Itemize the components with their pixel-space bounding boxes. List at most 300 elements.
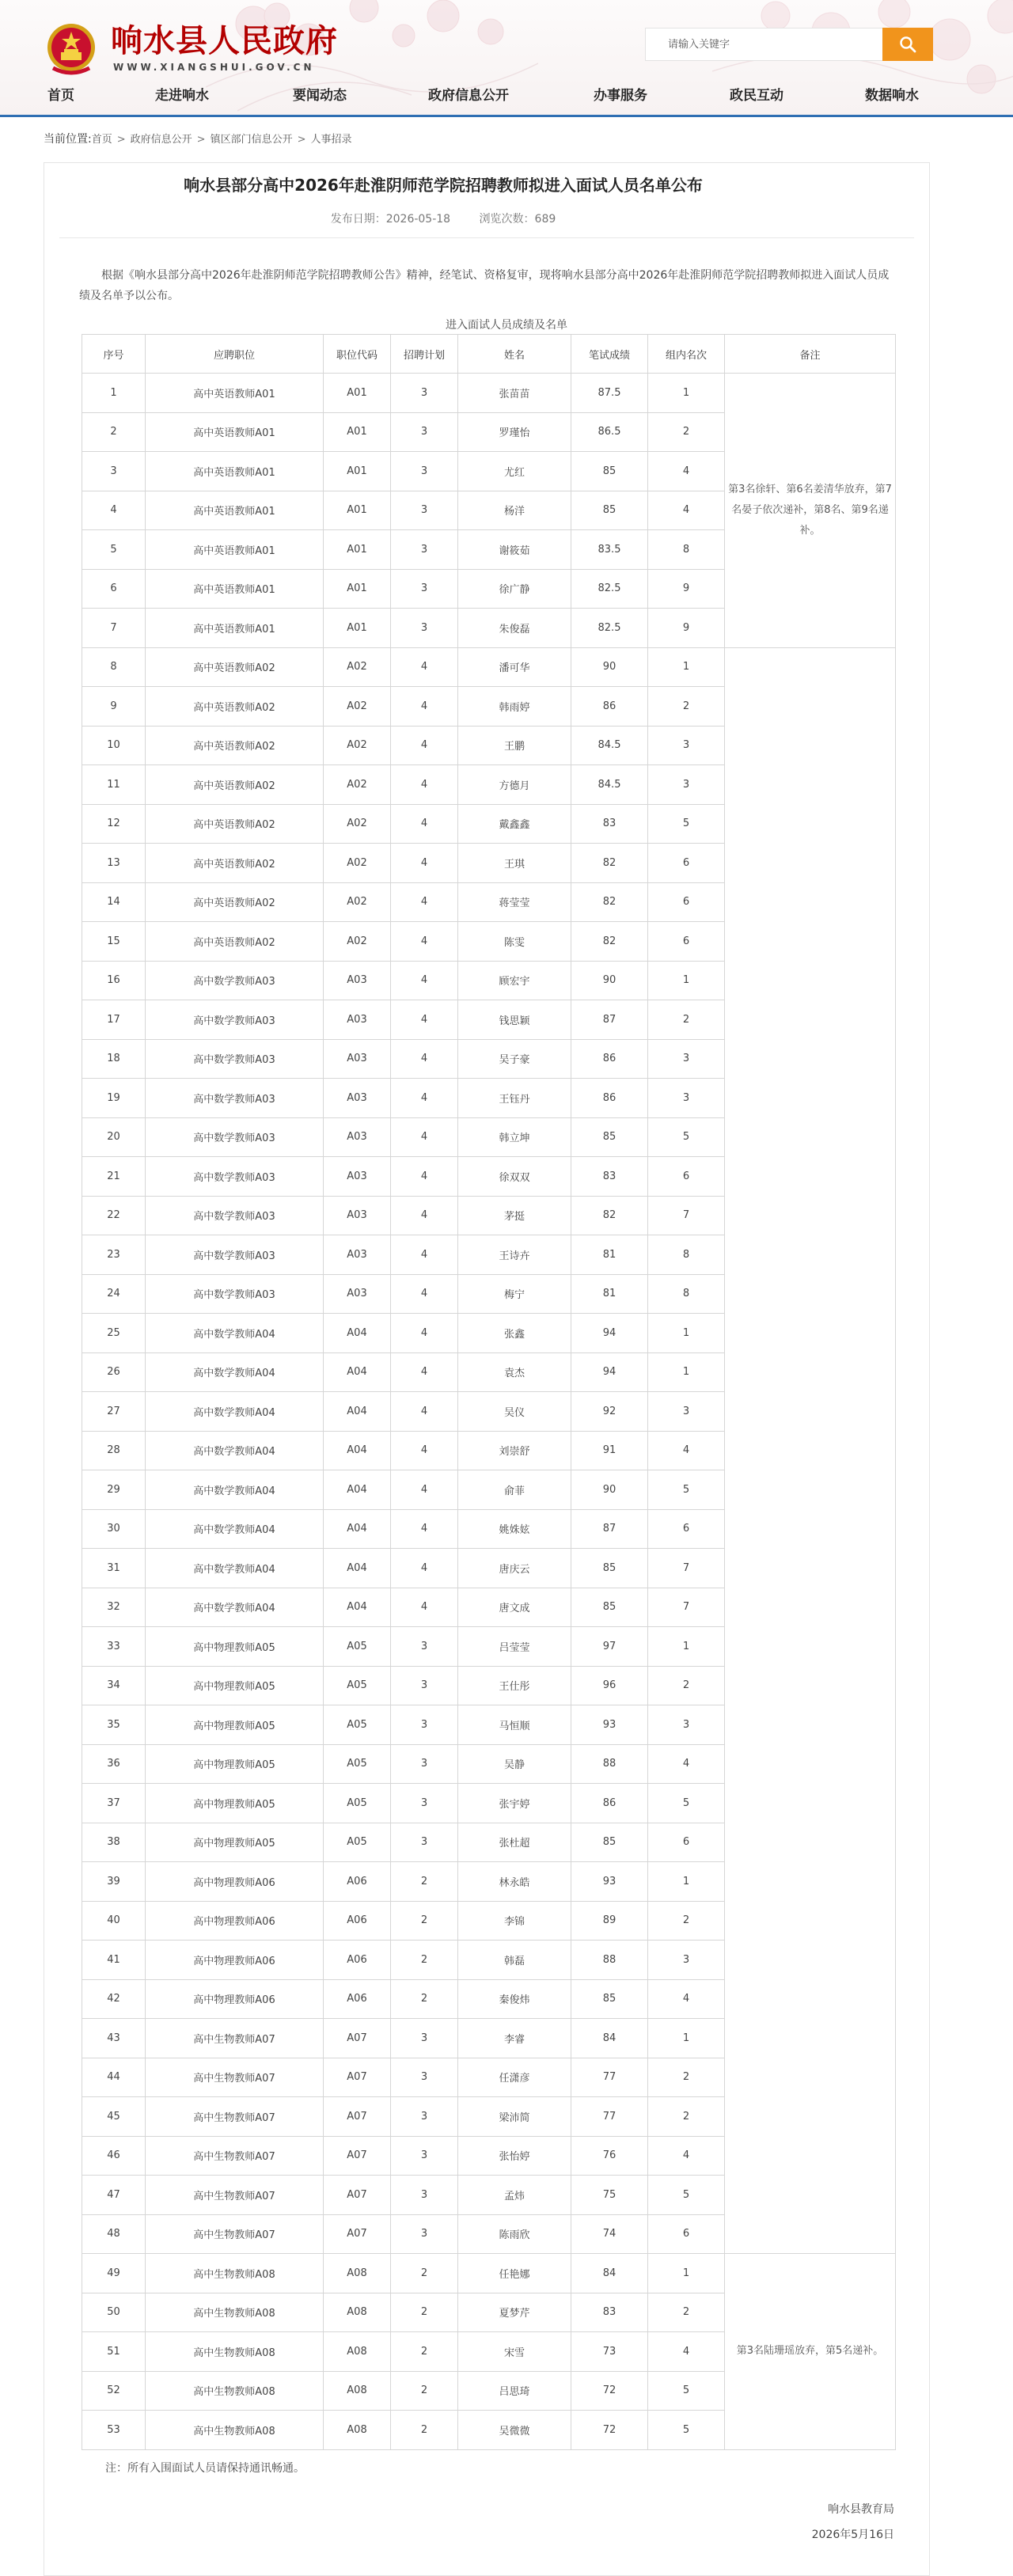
cell-index: 8: [82, 647, 146, 687]
cell-hiring-plan: 3: [391, 1823, 458, 1862]
cell-name: 吴静: [458, 1744, 571, 1784]
cell-group-rank: 1: [648, 1352, 725, 1392]
cell-group-rank: 4: [648, 452, 725, 491]
cell-group-rank: 5: [648, 1117, 725, 1157]
cell-index: 27: [82, 1392, 146, 1432]
cell-position-code: A02: [324, 687, 391, 727]
cell-hiring-plan: 4: [391, 804, 458, 844]
cell-position-code: A02: [324, 922, 391, 962]
table-caption: 进入面试人员成绩及名单: [446, 319, 567, 332]
cell-position-code: A04: [324, 1431, 391, 1470]
cell-name: 姚姝妶: [458, 1509, 571, 1549]
cell-position: 高中生物教师A07: [146, 2136, 324, 2176]
cell-group-rank: 4: [648, 2332, 725, 2372]
cell-name: 茅挺: [458, 1196, 571, 1235]
breadcrumb-home[interactable]: 首页: [91, 134, 112, 146]
cell-written-score: 82: [571, 844, 648, 883]
cell-index: 17: [82, 1000, 146, 1040]
cell-position: 高中英语教师A02: [146, 922, 324, 962]
cell-hiring-plan: 4: [391, 1157, 458, 1197]
cell-written-score: 82.5: [571, 569, 648, 609]
cell-position-code: A07: [324, 2214, 391, 2254]
cell-index: 22: [82, 1196, 146, 1235]
cell-name: 梁沛简: [458, 2097, 571, 2137]
cell-written-score: 76: [571, 2136, 648, 2176]
cell-position-code: A04: [324, 1392, 391, 1432]
cell-position-code: A02: [324, 726, 391, 765]
cell-name: 戴鑫鑫: [458, 804, 571, 844]
cell-hiring-plan: 4: [391, 1470, 458, 1510]
cell-written-score: 85: [571, 1588, 648, 1627]
cell-group-rank: 1: [648, 2019, 725, 2058]
cell-group-rank: 3: [648, 1079, 725, 1118]
cell-index: 16: [82, 961, 146, 1000]
cell-written-score: 72: [571, 2371, 648, 2411]
breadcrumb-separator: >: [297, 134, 306, 146]
cell-group-rank: 3: [648, 726, 725, 765]
cell-index: 40: [82, 1901, 146, 1941]
cell-position-code: A01: [324, 452, 391, 491]
cell-hiring-plan: 3: [391, 2214, 458, 2254]
cell-position: 高中数学教师A04: [146, 1470, 324, 1510]
cell-hiring-plan: 3: [391, 1784, 458, 1823]
cell-index: 9: [82, 687, 146, 727]
cell-group-rank: 8: [648, 1274, 725, 1314]
cell-position: 高中数学教师A03: [146, 1274, 324, 1314]
cell-written-score: 96: [571, 1666, 648, 1705]
cell-name: 徐广静: [458, 569, 571, 609]
cell-hiring-plan: 3: [391, 609, 458, 648]
cell-name: 唐文成: [458, 1588, 571, 1627]
cell-written-score: 73: [571, 2332, 648, 2372]
cell-position-code: A03: [324, 1235, 391, 1275]
cell-written-score: 83.5: [571, 530, 648, 570]
cell-position-code: A03: [324, 1196, 391, 1235]
cell-hiring-plan: 4: [391, 647, 458, 687]
cell-hiring-plan: 2: [391, 2411, 458, 2450]
cell-group-rank: 2: [648, 412, 725, 452]
cell-hiring-plan: 4: [391, 1509, 458, 1549]
cell-position: 高中英语教师A02: [146, 687, 324, 727]
cell-position-code: A05: [324, 1627, 391, 1667]
breadcrumb-personnel[interactable]: 人事招录: [310, 134, 352, 146]
cell-index: 44: [82, 2058, 146, 2097]
cell-index: 4: [82, 491, 146, 530]
cell-position: 高中物理教师A05: [146, 1705, 324, 1745]
cell-group-rank: 3: [648, 765, 725, 805]
cell-group-rank: 8: [648, 530, 725, 570]
cell-hiring-plan: 4: [391, 1117, 458, 1157]
cell-group-rank: 6: [648, 922, 725, 962]
header-hiring-plan: 招聘计划: [391, 335, 458, 374]
cell-written-score: 83: [571, 804, 648, 844]
cell-position-code: A03: [324, 961, 391, 1000]
cell-index: 37: [82, 1784, 146, 1823]
cell-position-code: A03: [324, 1274, 391, 1314]
cell-group-rank: 2: [648, 1901, 725, 1941]
cell-hiring-plan: 4: [391, 1235, 458, 1275]
cell-position: 高中英语教师A01: [146, 530, 324, 570]
cell-group-rank: 5: [648, 2176, 725, 2215]
cell-index: 14: [82, 882, 146, 922]
header-name: 姓名: [458, 335, 571, 374]
cell-hiring-plan: 4: [391, 726, 458, 765]
cell-position: 高中数学教师A04: [146, 1352, 324, 1392]
nav-item-about[interactable]: 走进响水: [155, 88, 209, 104]
cell-written-score: 94: [571, 1314, 648, 1353]
cell-name: 方德月: [458, 765, 571, 805]
cell-index: 41: [82, 1941, 146, 1980]
cell-name: 张苗苗: [458, 374, 571, 413]
cell-written-score: 87: [571, 1000, 648, 1040]
cell-name: 陈雨欣: [458, 2214, 571, 2254]
cell-name: 吕莹莹: [458, 1627, 571, 1667]
cell-position: 高中物理教师A06: [146, 1941, 324, 1980]
cell-group-rank: 5: [648, 2371, 725, 2411]
cell-name: 吴子豪: [458, 1039, 571, 1079]
cell-written-score: 86: [571, 687, 648, 727]
cell-position-code: A03: [324, 1000, 391, 1040]
cell-position-code: A07: [324, 2136, 391, 2176]
cell-name: 王诗卉: [458, 1235, 571, 1275]
cell-position-code: A05: [324, 1784, 391, 1823]
cell-position: 高中英语教师A01: [146, 412, 324, 452]
nav-item-home[interactable]: 首页: [47, 88, 74, 104]
cell-hiring-plan: 4: [391, 765, 458, 805]
cell-written-score: 86: [571, 1079, 648, 1118]
cell-index: 46: [82, 2136, 146, 2176]
results-table-body: [82, 374, 896, 2450]
cell-position: 高中数学教师A03: [146, 1196, 324, 1235]
cell-group-rank: 7: [648, 1196, 725, 1235]
breadcrumb-label: 当前位置:: [44, 133, 92, 146]
cell-written-score: 88: [571, 1941, 648, 1980]
cell-index: 21: [82, 1157, 146, 1197]
cell-written-score: 91: [571, 1431, 648, 1470]
cell-written-score: 90: [571, 1470, 648, 1510]
cell-index: 20: [82, 1117, 146, 1157]
cell-position-code: A07: [324, 2176, 391, 2215]
cell-written-score: 94: [571, 1352, 648, 1392]
table-row: [82, 374, 896, 413]
cell-index: 10: [82, 726, 146, 765]
cell-hiring-plan: 4: [391, 1314, 458, 1353]
cell-group-rank: 4: [648, 1431, 725, 1470]
cell-name: 张怡婷: [458, 2136, 571, 2176]
cell-group-rank: 5: [648, 1784, 725, 1823]
cell-written-score: 86: [571, 1784, 648, 1823]
cell-index: 26: [82, 1352, 146, 1392]
cell-position: 高中物理教师A06: [146, 1901, 324, 1941]
cell-written-score: 85: [571, 1549, 648, 1588]
cell-name: 钱思颖: [458, 1000, 571, 1040]
cell-index: 19: [82, 1079, 146, 1118]
cell-position-code: A04: [324, 1549, 391, 1588]
national-emblem-icon: [44, 21, 99, 78]
cell-position: 高中物理教师A06: [146, 1979, 324, 2019]
cell-written-score: 88: [571, 1744, 648, 1784]
cell-hiring-plan: 4: [391, 1039, 458, 1079]
cell-name: 林永皓: [458, 1862, 571, 1902]
cell-hiring-plan: 4: [391, 844, 458, 883]
cell-index: 12: [82, 804, 146, 844]
cell-position-code: A02: [324, 804, 391, 844]
site-title[interactable]: 响水县人民政府: [111, 22, 338, 59]
cell-hiring-plan: 4: [391, 1000, 458, 1040]
cell-position: 高中物理教师A05: [146, 1627, 324, 1667]
cell-group-rank: 9: [648, 609, 725, 648]
cell-position: 高中数学教师A04: [146, 1314, 324, 1353]
header-remarks: 备注: [725, 335, 896, 374]
view-count: 689: [534, 213, 556, 226]
cell-position: 高中数学教师A04: [146, 1431, 324, 1470]
cell-position: 高中物理教师A05: [146, 1666, 324, 1705]
article-meta: [0, 211, 886, 226]
cell-group-rank: 4: [648, 491, 725, 530]
cell-position-code: A04: [324, 1588, 391, 1627]
cell-name: 张鑫: [458, 1314, 571, 1353]
cell-name: 秦俊炜: [458, 1979, 571, 2019]
cell-written-score: 82: [571, 1196, 648, 1235]
cell-index: 36: [82, 1744, 146, 1784]
cell-position-code: A01: [324, 491, 391, 530]
cell-index: 24: [82, 1274, 146, 1314]
nav-item-news[interactable]: 要闻动态: [293, 88, 347, 104]
cell-name: 夏梦芹: [458, 2293, 571, 2332]
cell-hiring-plan: 3: [391, 1705, 458, 1745]
cell-name: 韩立坤: [458, 1117, 571, 1157]
cell-hiring-plan: 3: [391, 374, 458, 413]
cell-name: 孟炜: [458, 2176, 571, 2215]
cell-position-code: A08: [324, 2254, 391, 2293]
cell-group-rank: 2: [648, 2058, 725, 2097]
cell-group-rank: 2: [648, 2293, 725, 2332]
cell-name: 马恒顺: [458, 1705, 571, 1745]
cell-index: 11: [82, 765, 146, 805]
breadcrumb-info-disclosure[interactable]: 政府信息公开: [130, 134, 192, 146]
cell-name: 张宇婷: [458, 1784, 571, 1823]
cell-position: 高中生物教师A07: [146, 2214, 324, 2254]
cell-group-rank: 1: [648, 374, 725, 413]
cell-name: 刘崇舒: [458, 1431, 571, 1470]
cell-index: 18: [82, 1039, 146, 1079]
article-intro: 根据《响水县部分高中2026年赴淮阴师范学院招聘教师公告》精神，经笔试、资格复审，现将响水县部分高中2026年赴淮阴师范学院招聘教师拟进入面试人员成绩及名单予以公布。: [79, 269, 890, 302]
article-title: 响水县部分高中2026年赴淮阴师范学院招聘教师拟进入面试人员名单公布: [184, 176, 703, 195]
cell-hiring-plan: 4: [391, 1392, 458, 1432]
cell-group-rank: 2: [648, 2097, 725, 2137]
cell-hiring-plan: 3: [391, 1744, 458, 1784]
breadcrumb-dept-disclosure[interactable]: 镇区部门信息公开: [210, 134, 293, 146]
header-written-score: 笔试成绩: [571, 335, 648, 374]
cell-name: 王钰丹: [458, 1079, 571, 1118]
header-group-rank: 组内名次: [648, 335, 725, 374]
cell-position: 高中数学教师A03: [146, 1235, 324, 1275]
cell-index: 3: [82, 452, 146, 491]
cell-position: 高中生物教师A08: [146, 2371, 324, 2411]
cell-hiring-plan: 2: [391, 2254, 458, 2293]
cell-position: 高中英语教师A01: [146, 374, 324, 413]
cell-index: 31: [82, 1549, 146, 1588]
cell-name: 吴仪: [458, 1392, 571, 1432]
cell-hiring-plan: 4: [391, 1588, 458, 1627]
cell-hiring-plan: 4: [391, 961, 458, 1000]
cell-written-score: 83: [571, 2293, 648, 2332]
cell-index: 1: [82, 374, 146, 413]
cell-written-score: 86: [571, 1039, 648, 1079]
publish-date-label: 发布日期：: [330, 213, 386, 226]
cell-index: 42: [82, 1979, 146, 2019]
cell-position-code: A06: [324, 1979, 391, 2019]
cell-group-rank: 1: [648, 1314, 725, 1353]
cell-position: 高中物理教师A05: [146, 1744, 324, 1784]
cell-group-rank: 1: [648, 647, 725, 687]
cell-group-rank: 6: [648, 882, 725, 922]
publish-date-field: [331, 213, 450, 226]
cell-group-rank: 6: [648, 1509, 725, 1549]
cell-remarks: 第3名陆珊瑶放弃，第5名递补。: [725, 2254, 896, 2450]
cell-position-code: A04: [324, 1352, 391, 1392]
cell-hiring-plan: 3: [391, 569, 458, 609]
cell-name: 袁杰: [458, 1352, 571, 1392]
cell-position-code: A05: [324, 1823, 391, 1862]
cell-group-rank: 7: [648, 1588, 725, 1627]
cell-position: 高中数学教师A04: [146, 1549, 324, 1588]
cell-hiring-plan: 4: [391, 882, 458, 922]
cell-position: 高中生物教师A08: [146, 2332, 324, 2372]
cell-name: 徐双双: [458, 1157, 571, 1197]
cell-position-code: A03: [324, 1039, 391, 1079]
cell-hiring-plan: 4: [391, 687, 458, 727]
cell-hiring-plan: 4: [391, 1549, 458, 1588]
cell-hiring-plan: 2: [391, 2332, 458, 2372]
cell-written-score: 72: [571, 2411, 648, 2450]
cell-position: 高中英语教师A02: [146, 765, 324, 805]
cell-position: 高中英语教师A01: [146, 491, 324, 530]
cell-name: 韩雨婷: [458, 687, 571, 727]
cell-hiring-plan: 4: [391, 1079, 458, 1118]
cell-name: 尤红: [458, 452, 571, 491]
cell-written-score: 84: [571, 2254, 648, 2293]
cell-written-score: 84: [571, 2019, 648, 2058]
view-count-label: 浏览次数：: [479, 213, 535, 226]
cell-name: 李睿: [458, 2019, 571, 2058]
cell-position: 高中生物教师A07: [146, 2058, 324, 2097]
publish-date: 2026-05-18: [385, 213, 451, 226]
cell-group-rank: 4: [648, 2136, 725, 2176]
cell-index: 28: [82, 1431, 146, 1470]
cell-name: 吕思琦: [458, 2371, 571, 2411]
cell-group-rank: 1: [648, 1627, 725, 1667]
cell-written-score: 87.5: [571, 374, 648, 413]
cell-position: 高中英语教师A02: [146, 804, 324, 844]
cell-name: 陈雯: [458, 922, 571, 962]
cell-index: 49: [82, 2254, 146, 2293]
cell-written-score: 77: [571, 2097, 648, 2137]
cell-written-score: 86.5: [571, 412, 648, 452]
cell-position: 高中物理教师A05: [146, 1823, 324, 1862]
nav-item-services[interactable]: 办事服务: [594, 88, 647, 104]
cell-position-code: A08: [324, 2332, 391, 2372]
cell-name: 张杜超: [458, 1823, 571, 1862]
cell-position-code: A05: [324, 1666, 391, 1705]
cell-group-rank: 6: [648, 2214, 725, 2254]
cell-position: 高中生物教师A07: [146, 2097, 324, 2137]
cell-written-score: 82: [571, 922, 648, 962]
nav-item-interaction[interactable]: 政民互动: [730, 88, 783, 104]
cell-name: 俞菲: [458, 1470, 571, 1510]
search-button[interactable]: [882, 28, 933, 61]
search-input[interactable]: [646, 28, 890, 60]
cell-position: 高中英语教师A02: [146, 647, 324, 687]
table-footnote: 注：所有入围面试人员请保持通讯畅通。: [105, 2462, 305, 2475]
cell-written-score: 81: [571, 1274, 648, 1314]
table-row: [82, 647, 896, 687]
cell-group-rank: 1: [648, 1862, 725, 1902]
cell-hiring-plan: 3: [391, 2176, 458, 2215]
cell-index: 7: [82, 609, 146, 648]
cell-position: 高中数学教师A03: [146, 1079, 324, 1118]
nav-item-data[interactable]: 数据响水: [865, 88, 919, 104]
cell-hiring-plan: 4: [391, 1352, 458, 1392]
cell-hiring-plan: 3: [391, 2019, 458, 2058]
cell-group-rank: 4: [648, 1979, 725, 2019]
cell-position-code: A03: [324, 1157, 391, 1197]
cell-written-score: 84.5: [571, 765, 648, 805]
cell-hiring-plan: 2: [391, 1862, 458, 1902]
cell-index: 52: [82, 2371, 146, 2411]
cell-group-rank: 3: [648, 1039, 725, 1079]
cell-written-score: 81: [571, 1235, 648, 1275]
cell-group-rank: 1: [648, 961, 725, 1000]
header-position: 应聘职位: [146, 335, 324, 374]
cell-hiring-plan: 3: [391, 491, 458, 530]
cell-position-code: A06: [324, 1941, 391, 1980]
search-box: [645, 28, 882, 61]
cell-hiring-plan: 2: [391, 1941, 458, 1980]
cell-hiring-plan: 3: [391, 530, 458, 570]
cell-position-code: A07: [324, 2019, 391, 2058]
cell-position: 高中数学教师A03: [146, 1000, 324, 1040]
cell-written-score: 85: [571, 452, 648, 491]
cell-name: 顾宏宇: [458, 961, 571, 1000]
cell-position: 高中生物教师A08: [146, 2254, 324, 2293]
cell-index: 25: [82, 1314, 146, 1353]
cell-index: 51: [82, 2332, 146, 2372]
cell-written-score: 85: [571, 1117, 648, 1157]
cell-group-rank: 5: [648, 2411, 725, 2450]
cell-group-rank: 1: [648, 2254, 725, 2293]
cell-hiring-plan: 4: [391, 922, 458, 962]
cell-remarks: [725, 647, 896, 2254]
cell-written-score: 92: [571, 1392, 648, 1432]
cell-hiring-plan: 2: [391, 1979, 458, 2019]
cell-position: 高中数学教师A04: [146, 1588, 324, 1627]
cell-position: 高中英语教师A01: [146, 452, 324, 491]
cell-written-score: 77: [571, 2058, 648, 2097]
cell-group-rank: 8: [648, 1235, 725, 1275]
cell-position-code: A08: [324, 2411, 391, 2450]
cell-position-code: A01: [324, 412, 391, 452]
cell-index: 23: [82, 1235, 146, 1275]
nav-item-info-disclosure[interactable]: 政府信息公开: [428, 88, 509, 104]
cell-position-code: A03: [324, 1117, 391, 1157]
cell-hiring-plan: 3: [391, 452, 458, 491]
cell-index: 53: [82, 2411, 146, 2450]
table-header-row: [82, 335, 896, 374]
site-header: [0, 0, 1013, 115]
cell-name: 宋雪: [458, 2332, 571, 2372]
cell-name: 潘可华: [458, 647, 571, 687]
